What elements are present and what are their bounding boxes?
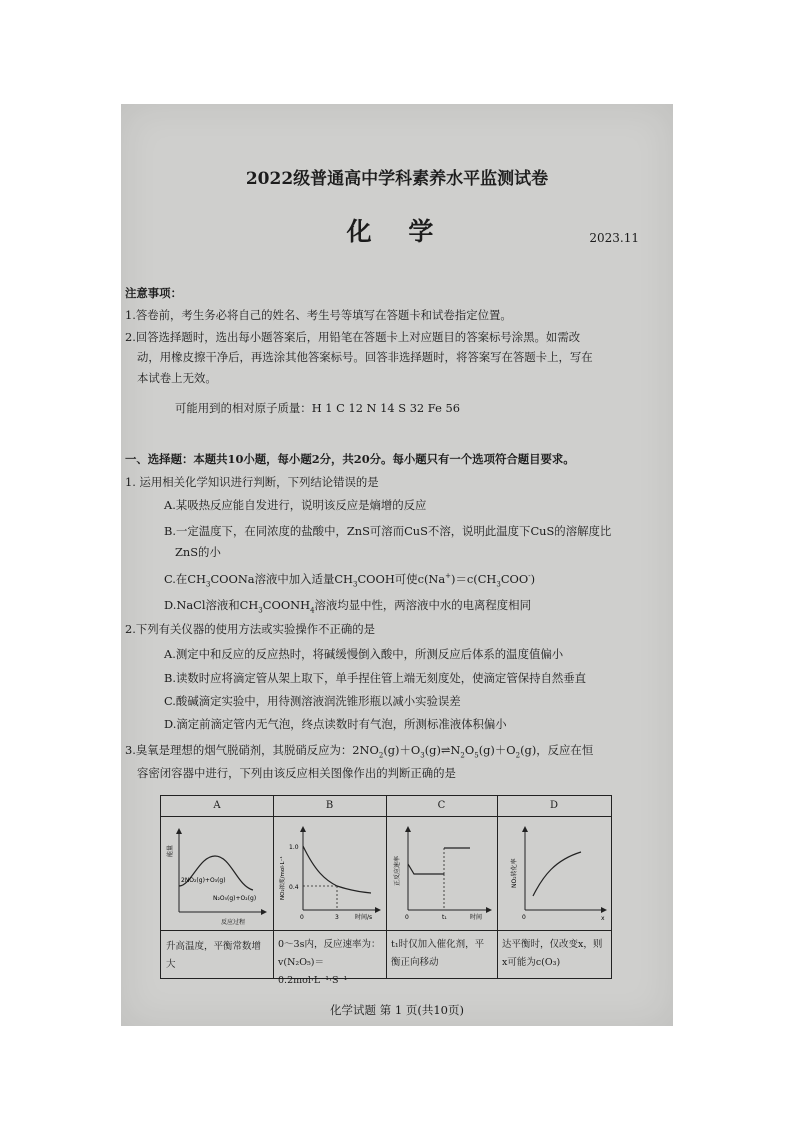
q1-stem: 1. 运用相关化学知识进行判断，下列结论错误的是 [125, 475, 379, 489]
section-1-heading: 一、选择题：本题共10小题，每小题2分，共20分。每小题只有一个选项符合题目要求。 [125, 452, 575, 466]
q3-options-table [160, 795, 612, 986]
chart-c-xlabel: 时间 [470, 914, 483, 921]
chart-b-xlabel: 时间/s [355, 914, 373, 921]
chart-b-origin: 0 [300, 914, 304, 921]
q2-stem: 2.下列有关仪器的使用方法或实验操作不正确的是 [125, 622, 376, 636]
notice-item-2-line-2: 动，用橡皮擦干净后，再选涂其他答案标号。回答非选择题时，将答案写在答题卡上，写在 [137, 350, 593, 364]
chart-d-conversion [497, 816, 611, 930]
notice-item-2-line-1: 2.回答选择题时，选出每小题答案后，用铅笔在答题卡上对应题目的答案标号涂黑。如需改 [125, 330, 581, 344]
page-footer: 化学试题 第 1 页(共10页) [330, 1003, 464, 1017]
chart-c-rate [386, 816, 497, 930]
notice-item-2-line-3: 本试卷上无效。 [137, 371, 217, 385]
option-c-text: t₁时仅加入催化剂，平 衡正向移动 [391, 939, 485, 968]
option-b-text: 0～3s内，反应速率为： v(N₂O₅)＝0.2mol·L⁻¹·S⁻¹ [278, 939, 381, 986]
q2-option-d: D.滴定前滴定管内无气泡，终点读数时有气泡，所测标准液体积偏小 [164, 717, 507, 731]
exam-sheet [121, 104, 673, 1026]
q1-option-c: C.在$CH_3COONa$溶液中加入适量$CH_3COOH$可使$c(Na^+)=c(CH_3COO^-)$ [164, 572, 536, 589]
chart-c-origin: 0 [405, 914, 409, 921]
option-d-text: 达平衡时，仅改变x，则 x可能为c(O₃) [502, 939, 603, 968]
chart-a-products: N₂O₅(g)+O₂(g) [213, 895, 257, 902]
q2-option-a: A.测定中和反应的反应热时，将碱缓慢倒入酸中，所测反应后体系的温度值偏小 [164, 647, 564, 661]
q1-option-b-line-1: B.一定温度下，在同浓度的盐酸中，ZnS可溶而CuS不溶，说明此温度下CuS的溶解度比 [164, 524, 612, 538]
subject-title: 化 学 [346, 217, 448, 246]
q2-option-b: B.读数时应将滴定管从架上取下，单手捏住管上端无刻度处，使滴定管保持自然垂直 [164, 671, 587, 685]
atomic-masses: 可能用到的相对原子质量：H 1 C 12 N 14 S 32 Fe 56 [175, 401, 460, 415]
notice-heading: 注意事项： [125, 286, 182, 300]
chart-d-origin: 0 [522, 914, 526, 921]
table-header-c: C [437, 800, 446, 811]
table-header-a: A [213, 800, 221, 811]
exam-date: 2023.11 [589, 231, 639, 245]
chart-b-tick-3: 3 [335, 914, 339, 921]
q1-option-b-line-2: ZnS的小 [175, 545, 221, 559]
table-header-d: D [549, 800, 559, 811]
chart-b-ylabel: NO₂浓度/mol·L⁻¹ [280, 856, 286, 900]
chart-b-tick-1: 1.0 [289, 844, 299, 851]
q2-option-c: C.酸碱滴定实验中，用待测溶液润洗锥形瓶以减小实验误差 [164, 694, 461, 708]
q1-option-a: A.某吸热反应能自发进行，说明该反应是熵增的反应 [164, 498, 427, 512]
chart-a-xlabel: 反应过程 [221, 919, 246, 926]
chart-a-reactants: 2NO₂(g)+O₃(g) [181, 877, 226, 884]
chart-c-ylabel: 正反应速率 [394, 855, 401, 886]
q1-option-d: D.NaCl溶液和$CH_3COONH_4$溶液均显中性，两溶液中水的电离程度相同 [164, 598, 531, 615]
table-header-b: B [325, 800, 334, 811]
option-a-text: 升高温度，平衡常数增大 [166, 941, 262, 970]
chart-d-ylabel: NO₂转化率 [511, 858, 518, 888]
chart-a-energy-profile [161, 816, 273, 930]
chart-c-tick-t1: t₁ [442, 914, 447, 921]
notice-item-1: 1.答卷前，考生务必将自己的姓名、考生号等填写在答题卡和试卷指定位置。 [125, 308, 512, 322]
chart-b-concentration [273, 816, 386, 930]
chart-d-xlabel: x [601, 915, 605, 922]
q3-stem-line-2: 容密闭容器中进行，下列由该反应相关图像作出的判断正确的是 [137, 766, 456, 780]
chart-b-tick-2: 0.4 [289, 884, 299, 891]
exam-title: 2022级普通高中学科素养水平监测试卷 [245, 169, 549, 189]
chart-a-ylabel: 能量 [167, 844, 174, 857]
q3-stem-line-1: 3.臭氧是理想的烟气脱硝剂，其脱硝反应为：$2NO_2(g)+O_3(g)\rightleftharpoons N_2O_5(g)+O_2(g)$，反应在恒 [125, 743, 594, 760]
